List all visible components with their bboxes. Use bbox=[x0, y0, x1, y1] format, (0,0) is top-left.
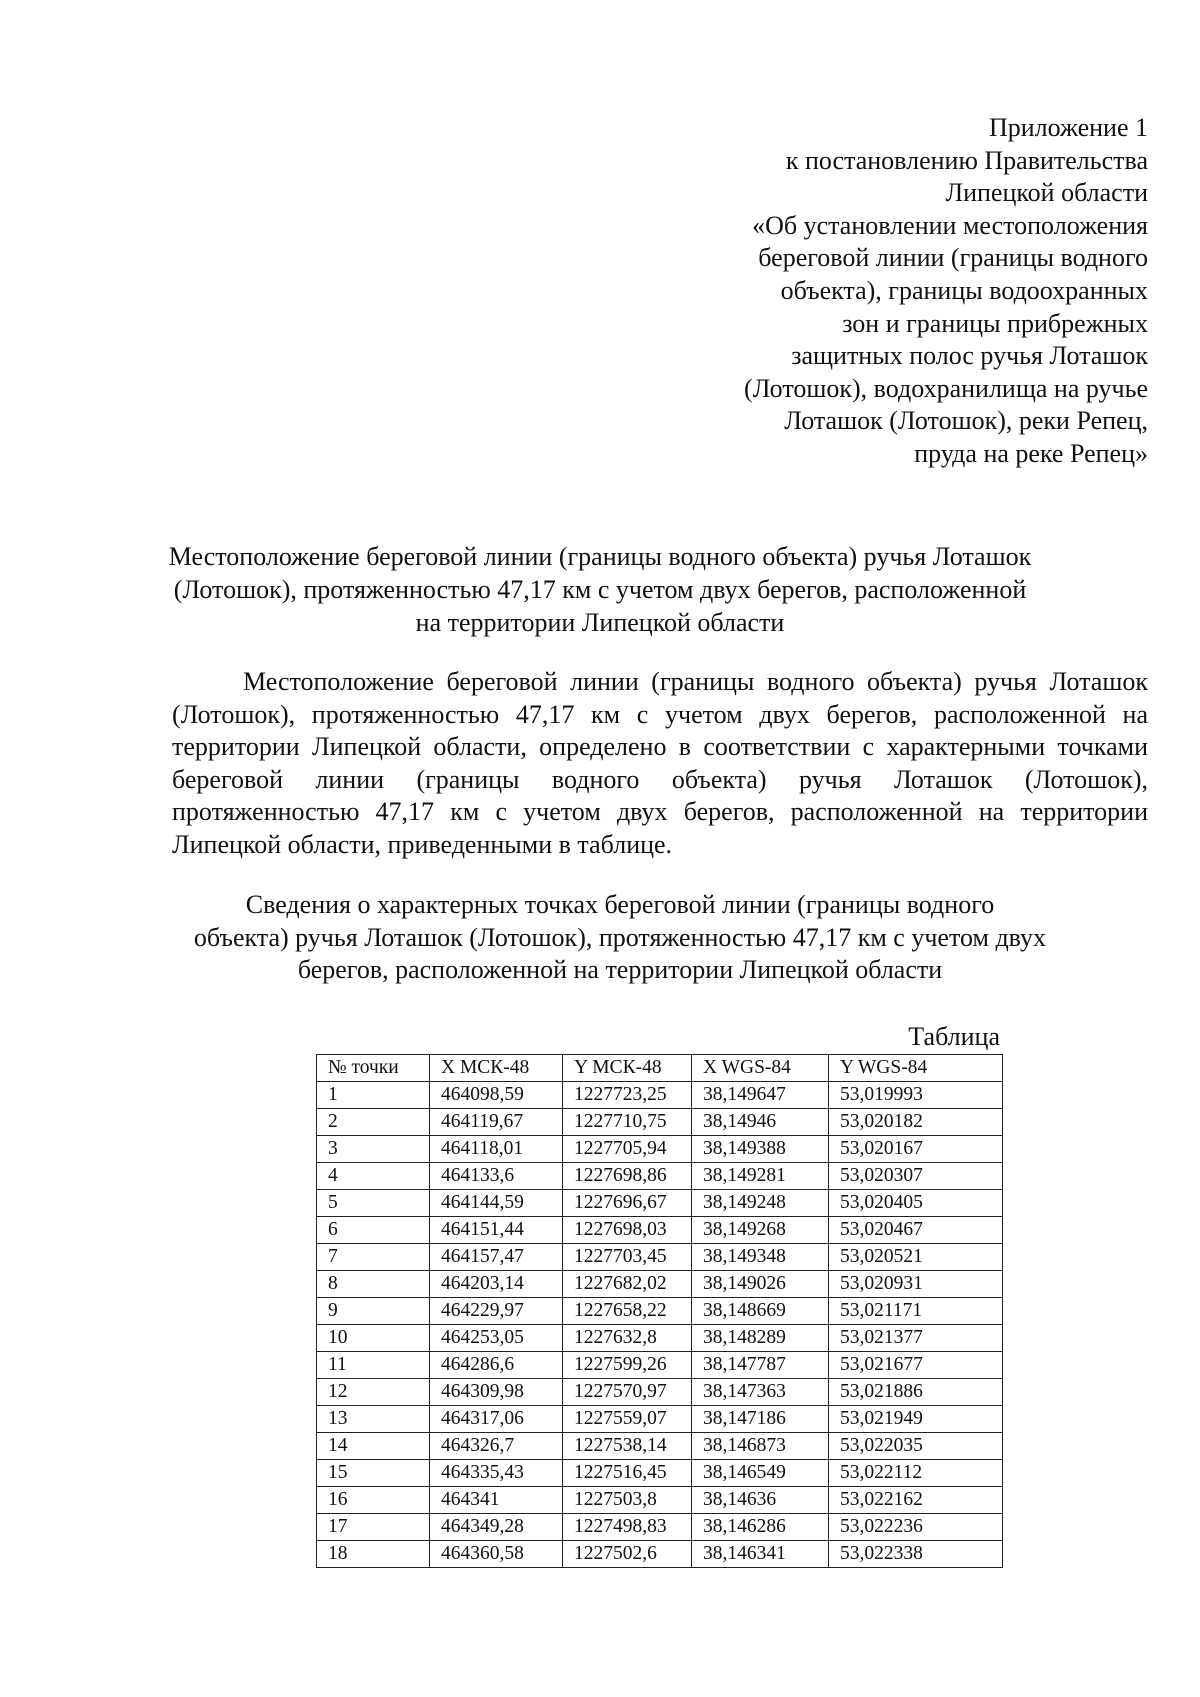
cell-x-msk48: 464309,98 bbox=[430, 1379, 563, 1406]
cell-y-wgs84: 53,021377 bbox=[829, 1325, 1003, 1352]
table-row bbox=[317, 1190, 1003, 1217]
cell-y-msk48: 1227502,6 bbox=[563, 1541, 692, 1568]
cell-x-wgs84: 38,147186 bbox=[692, 1406, 829, 1433]
cell-y-msk48: 1227632,8 bbox=[563, 1325, 692, 1352]
table-heading bbox=[150, 889, 1090, 987]
cell-y-wgs84: 53,022035 bbox=[829, 1433, 1003, 1460]
cell-y-wgs84: 53,021949 bbox=[829, 1406, 1003, 1433]
cell-point-number: 5 bbox=[317, 1190, 430, 1217]
cell-y-wgs84: 53,022112 bbox=[829, 1460, 1003, 1487]
cell-point-number: 2 bbox=[317, 1109, 430, 1136]
table-row bbox=[317, 1514, 1003, 1541]
table-row bbox=[317, 1163, 1003, 1190]
header-y-msk48: Y МСК-48 bbox=[563, 1055, 692, 1082]
cell-x-wgs84: 38,148289 bbox=[692, 1325, 829, 1352]
table-row bbox=[317, 1406, 1003, 1433]
cell-y-wgs84: 53,022236 bbox=[829, 1514, 1003, 1541]
table-row bbox=[317, 1136, 1003, 1163]
appendix-line: (Лотошок), водохранилища на ручье bbox=[744, 373, 1148, 403]
appendix-line: Лоташок (Лотошок), реки Репец, bbox=[784, 406, 1148, 436]
cell-x-wgs84: 38,149281 bbox=[692, 1163, 829, 1190]
cell-y-wgs84: 53,022162 bbox=[829, 1487, 1003, 1514]
cell-y-msk48: 1227723,25 bbox=[563, 1082, 692, 1109]
cell-x-wgs84: 38,149348 bbox=[692, 1244, 829, 1271]
cell-x-msk48: 464286,6 bbox=[430, 1352, 563, 1379]
cell-x-wgs84: 38,146549 bbox=[692, 1460, 829, 1487]
cell-x-wgs84: 38,147363 bbox=[692, 1379, 829, 1406]
cell-x-wgs84: 38,149647 bbox=[692, 1082, 829, 1109]
cell-x-msk48: 464119,67 bbox=[430, 1109, 563, 1136]
cell-x-msk48: 464341 bbox=[430, 1487, 563, 1514]
appendix-line: защитных полос ручья Лоташок bbox=[791, 341, 1148, 371]
cell-point-number: 15 bbox=[317, 1460, 430, 1487]
cell-point-number: 18 bbox=[317, 1541, 430, 1568]
table-caption: Таблица bbox=[908, 1022, 1000, 1051]
cell-y-wgs84: 53,021677 bbox=[829, 1352, 1003, 1379]
cell-y-wgs84: 53,019993 bbox=[829, 1082, 1003, 1109]
cell-y-msk48: 1227682,02 bbox=[563, 1271, 692, 1298]
cell-y-msk48: 1227599,26 bbox=[563, 1352, 692, 1379]
appendix-line: береговой линии (границы водного bbox=[758, 243, 1148, 273]
cell-y-msk48: 1227658,22 bbox=[563, 1298, 692, 1325]
cell-point-number: 4 bbox=[317, 1163, 430, 1190]
appendix-line: объекта), границы водоохранных bbox=[780, 275, 1148, 305]
cell-x-wgs84: 38,149248 bbox=[692, 1190, 829, 1217]
header-point-number: № точки bbox=[317, 1055, 430, 1082]
cell-x-msk48: 464133,6 bbox=[430, 1163, 563, 1190]
cell-x-msk48: 464157,47 bbox=[430, 1244, 563, 1271]
header-y-wgs84: Y WGS-84 bbox=[829, 1055, 1003, 1082]
table-heading-line: берегов, расположенной на территории Липецкой области bbox=[297, 955, 943, 985]
heading-line: на территории Липецкой области bbox=[415, 608, 785, 637]
cell-x-wgs84: 38,149026 bbox=[692, 1271, 829, 1298]
cell-x-wgs84: 38,149268 bbox=[692, 1217, 829, 1244]
cell-x-msk48: 464203,14 bbox=[430, 1271, 563, 1298]
table-row bbox=[317, 1082, 1003, 1109]
table-row bbox=[317, 1433, 1003, 1460]
appendix-line: пруда на реке Репец» bbox=[914, 438, 1148, 468]
cell-y-msk48: 1227698,86 bbox=[563, 1163, 692, 1190]
header-x-msk48: X МСК-48 bbox=[430, 1055, 563, 1082]
table-row bbox=[317, 1298, 1003, 1325]
cell-y-msk48: 1227503,8 bbox=[563, 1487, 692, 1514]
cell-y-msk48: 1227570,97 bbox=[563, 1379, 692, 1406]
cell-x-msk48: 464098,59 bbox=[430, 1082, 563, 1109]
header-x-wgs84: X WGS-84 bbox=[692, 1055, 829, 1082]
appendix-line: зон и границы прибрежных bbox=[842, 308, 1148, 338]
cell-x-msk48: 464151,44 bbox=[430, 1217, 563, 1244]
appendix-line: к постановлению Правительства bbox=[785, 145, 1148, 175]
cell-point-number: 11 bbox=[317, 1352, 430, 1379]
cell-point-number: 7 bbox=[317, 1244, 430, 1271]
cell-point-number: 14 bbox=[317, 1433, 430, 1460]
cell-y-msk48: 1227703,45 bbox=[563, 1244, 692, 1271]
table-body bbox=[317, 1082, 1003, 1568]
cell-y-msk48: 1227696,67 bbox=[563, 1190, 692, 1217]
cell-x-msk48: 464317,06 bbox=[430, 1406, 563, 1433]
cell-point-number: 1 bbox=[317, 1082, 430, 1109]
cell-x-msk48: 464326,7 bbox=[430, 1433, 563, 1460]
cell-y-msk48: 1227538,14 bbox=[563, 1433, 692, 1460]
cell-point-number: 6 bbox=[317, 1217, 430, 1244]
cell-y-msk48: 1227710,75 bbox=[563, 1109, 692, 1136]
table-row bbox=[317, 1352, 1003, 1379]
cell-y-wgs84: 53,022338 bbox=[829, 1541, 1003, 1568]
cell-x-msk48: 464229,97 bbox=[430, 1298, 563, 1325]
cell-point-number: 8 bbox=[317, 1271, 430, 1298]
cell-x-wgs84: 38,148669 bbox=[692, 1298, 829, 1325]
table-row bbox=[317, 1325, 1003, 1352]
body-paragraph: Местоположение береговой линии (границы водного объекта) ручья Лоташок (Лотошок), протяженностью 47,17 км с учетом двух берегов, расположенной на территории Липецкой области, определено в соответствии с характерными точками береговой линии (границы водного объекта) ручья Лоташок (Лотошок), протяженностью 47,17 км с учетом двух берегов, расположенной на территории Липецкой области, приведенными в таблице. bbox=[172, 667, 1148, 859]
table-row bbox=[317, 1541, 1003, 1568]
cell-y-wgs84: 53,020467 bbox=[829, 1217, 1003, 1244]
cell-point-number: 17 bbox=[317, 1514, 430, 1541]
table-row bbox=[317, 1244, 1003, 1271]
cell-y-msk48: 1227498,83 bbox=[563, 1514, 692, 1541]
cell-y-wgs84: 53,020521 bbox=[829, 1244, 1003, 1271]
appendix-line: Липецкой области bbox=[945, 178, 1148, 208]
cell-x-wgs84: 38,14636 bbox=[692, 1487, 829, 1514]
cell-x-msk48: 464349,28 bbox=[430, 1514, 563, 1541]
cell-y-msk48: 1227705,94 bbox=[563, 1136, 692, 1163]
points-table bbox=[316, 1054, 1003, 1568]
table-row bbox=[317, 1460, 1003, 1487]
cell-x-wgs84: 38,146873 bbox=[692, 1433, 829, 1460]
heading-line: (Лотошок), протяженностью 47,17 км с учетом двух берегов, расположенной bbox=[173, 575, 1027, 604]
table-row bbox=[317, 1217, 1003, 1244]
cell-y-msk48: 1227516,45 bbox=[563, 1460, 692, 1487]
appendix-line: «Об установлении местоположения bbox=[752, 210, 1148, 240]
cell-x-wgs84: 38,149388 bbox=[692, 1136, 829, 1163]
cell-point-number: 12 bbox=[317, 1379, 430, 1406]
cell-y-wgs84: 53,020182 bbox=[829, 1109, 1003, 1136]
cell-y-wgs84: 53,020167 bbox=[829, 1136, 1003, 1163]
cell-y-wgs84: 53,020307 bbox=[829, 1163, 1003, 1190]
cell-point-number: 3 bbox=[317, 1136, 430, 1163]
heading-line: Местоположение береговой линии (границы водного объекта) ручья Лоташок bbox=[168, 542, 1032, 571]
cell-x-wgs84: 38,146286 bbox=[692, 1514, 829, 1541]
table-heading-line: Сведения о характерных точках береговой линии (границы водного bbox=[245, 890, 995, 919]
table-row bbox=[317, 1109, 1003, 1136]
cell-x-msk48: 464253,05 bbox=[430, 1325, 563, 1352]
appendix-block bbox=[668, 112, 1148, 471]
cell-y-msk48: 1227698,03 bbox=[563, 1217, 692, 1244]
document-heading bbox=[150, 540, 1050, 639]
cell-x-msk48: 464144,59 bbox=[430, 1190, 563, 1217]
table-row bbox=[317, 1271, 1003, 1298]
table-header-row bbox=[317, 1055, 1003, 1082]
cell-y-wgs84: 53,020405 bbox=[829, 1190, 1003, 1217]
cell-x-msk48: 464360,58 bbox=[430, 1541, 563, 1568]
cell-point-number: 13 bbox=[317, 1406, 430, 1433]
appendix-line: Приложение 1 bbox=[988, 113, 1148, 142]
cell-x-wgs84: 38,147787 bbox=[692, 1352, 829, 1379]
table-row bbox=[317, 1379, 1003, 1406]
cell-y-wgs84: 53,021886 bbox=[829, 1379, 1003, 1406]
table-row bbox=[317, 1487, 1003, 1514]
cell-point-number: 10 bbox=[317, 1325, 430, 1352]
cell-y-msk48: 1227559,07 bbox=[563, 1406, 692, 1433]
cell-point-number: 16 bbox=[317, 1487, 430, 1514]
cell-y-wgs84: 53,021171 bbox=[829, 1298, 1003, 1325]
cell-point-number: 9 bbox=[317, 1298, 430, 1325]
cell-x-msk48: 464335,43 bbox=[430, 1460, 563, 1487]
cell-x-wgs84: 38,14946 bbox=[692, 1109, 829, 1136]
cell-x-wgs84: 38,146341 bbox=[692, 1541, 829, 1568]
table-heading-line: объекта) ручья Лоташок (Лотошок), протяженностью 47,17 км с учетом двух bbox=[193, 922, 1047, 952]
cell-x-msk48: 464118,01 bbox=[430, 1136, 563, 1163]
cell-y-wgs84: 53,020931 bbox=[829, 1271, 1003, 1298]
